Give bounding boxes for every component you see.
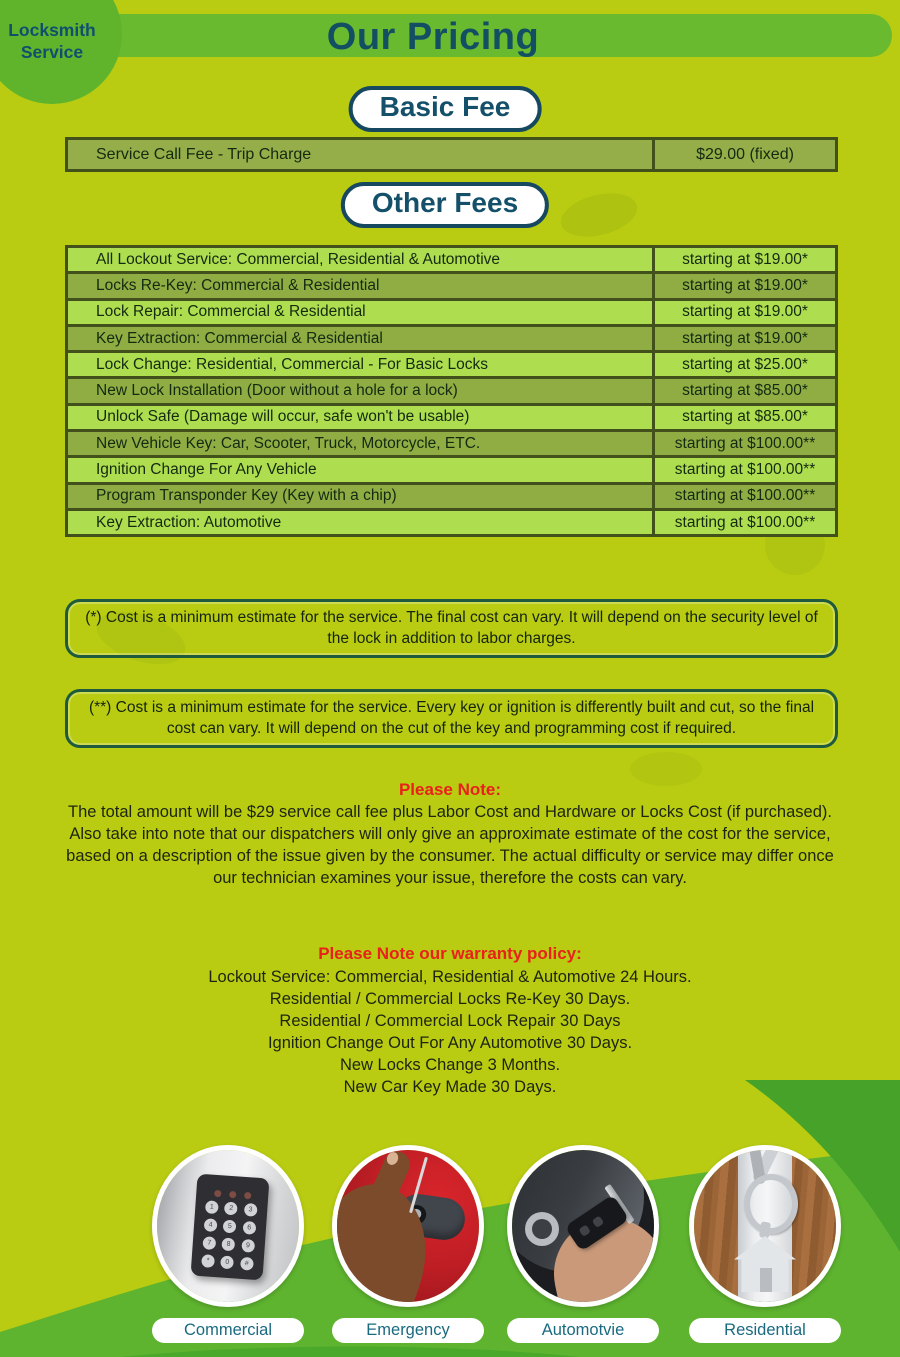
fee-price: starting at $19.00* xyxy=(652,301,835,324)
fee-row xyxy=(68,350,835,376)
fee-price: starting at $19.00* xyxy=(652,248,835,271)
house-charm-door xyxy=(760,1268,772,1292)
keypad-buttons: 1 2 3 4 5 6 7 8 9 * 0 # xyxy=(201,1200,258,1270)
fee-row xyxy=(68,298,835,324)
fee-row xyxy=(68,429,835,455)
category-card-automotive xyxy=(498,1145,668,1343)
warranty-item: New Locks Change 3 Months. xyxy=(339,1056,561,1074)
fee-price: starting at $100.00** xyxy=(652,432,835,455)
keypad-lock-illustration xyxy=(157,1150,299,1302)
please-note-heading: Please Note: xyxy=(398,780,502,799)
warranty-item: Ignition Change Out For Any Automotive 30 Days. xyxy=(267,1034,633,1052)
fee-price: starting at $85.00* xyxy=(652,379,835,402)
fee-service: Locks Re-Key: Commercial & Residential xyxy=(96,276,380,294)
logo-text xyxy=(0,19,122,63)
fee-price: $29.00 (fixed) xyxy=(652,140,835,169)
house-keychain-illustration xyxy=(694,1150,836,1302)
car-lockout-illustration xyxy=(337,1150,479,1302)
fee-row xyxy=(68,376,835,402)
fee-price: starting at $85.00* xyxy=(652,406,835,429)
category-card-commercial xyxy=(143,1145,313,1343)
fee-row xyxy=(68,455,835,481)
fee-service: Unlock Safe (Damage will occur, safe won't be usable) xyxy=(96,408,470,426)
fee-price: starting at $19.00* xyxy=(652,274,835,297)
logo-badge xyxy=(0,0,122,104)
basic-fee-table xyxy=(65,137,838,172)
other-fees-table xyxy=(65,245,838,537)
car-ignition-illustration xyxy=(512,1150,654,1302)
page-title: Our Pricing xyxy=(326,16,540,58)
category-label-residential[interactable]: Residential xyxy=(689,1318,841,1343)
fee-row xyxy=(68,482,835,508)
category-card-emergency xyxy=(323,1145,493,1343)
warranty-item: Residential / Commercial Locks Re-Key 30 Days. xyxy=(269,990,631,1008)
fee-price: starting at $100.00** xyxy=(652,485,835,508)
fee-row xyxy=(68,271,835,297)
category-label-commercial[interactable]: Commercial xyxy=(152,1318,304,1343)
warranty-item: Residential / Commercial Lock Repair 30 Days xyxy=(279,1012,621,1030)
fee-row xyxy=(68,403,835,429)
house-keychain-image xyxy=(689,1145,841,1307)
note-box-double-asterisk: (**) Cost is a minimum estimate for the service. Every key or ignition is differently built and cut, so the final cost can vary. It will depend on the cut of the key and programming cost if required. xyxy=(65,689,838,748)
background-decoration xyxy=(556,186,641,244)
fee-row xyxy=(68,324,835,350)
logo-line2: Service xyxy=(20,42,84,62)
fee-service: New Lock Installation (Door without a hole for a lock) xyxy=(96,382,458,400)
car-lockout-image xyxy=(332,1145,484,1307)
fee-row xyxy=(68,248,835,271)
fee-price: starting at $100.00** xyxy=(652,511,835,534)
fee-service: New Vehicle Key: Car, Scooter, Truck, Motorcycle, ETC. xyxy=(96,434,481,452)
fee-service: Program Transponder Key (Key with a chip) xyxy=(96,487,397,505)
note-box-asterisk: (*) Cost is a minimum estimate for the service. The final cost can vary. It will depend on the security level of the lock in addition to labor charges. xyxy=(65,599,838,658)
logo-line1: Locksmith xyxy=(8,20,96,40)
key-ring xyxy=(744,1174,798,1234)
car-ignition-key-image xyxy=(507,1145,659,1307)
keypad xyxy=(191,1174,270,1281)
warranty-heading: Please Note our warranty policy: xyxy=(318,944,582,963)
other-fees-heading-pill: Other Fees xyxy=(341,182,549,228)
fee-row xyxy=(68,508,835,534)
please-note-paragraph: The total amount will be $29 service call fee plus Labor Cost and Hardware or Locks Cost (if purchased). Also take into note that our dispatchers will only give an approximate estimate of the cost for the service, based on a description of the issue given by the consumer. The actual difficulty or service may differ once our technician examines your issue, therefore the costs can vary. xyxy=(66,803,834,887)
keypad-lock-image xyxy=(152,1145,304,1307)
warranty-item: Lockout Service: Commercial, Residential & Automotive 24 Hours. xyxy=(208,968,692,986)
category-label-automotive[interactable]: Automotvie xyxy=(507,1318,659,1343)
fee-service: Key Extraction: Automotive xyxy=(96,513,282,531)
basic-fee-heading-pill: Basic Fee xyxy=(349,86,542,132)
ignition-ring xyxy=(525,1212,559,1246)
fee-service: Service Call Fee - Trip Charge xyxy=(96,145,312,163)
warranty-list xyxy=(55,966,845,1098)
fee-price: starting at $100.00** xyxy=(652,458,835,481)
category-card-residential xyxy=(680,1145,850,1343)
fee-price: starting at $19.00* xyxy=(652,327,835,350)
warranty-item: New Car Key Made 30 Days. xyxy=(343,1078,557,1096)
fee-price: starting at $25.00* xyxy=(652,353,835,376)
fee-service: All Lockout Service: Commercial, Residential & Automotive xyxy=(96,250,501,268)
fee-service: Lock Change: Residential, Commercial - For Basic Locks xyxy=(96,355,488,373)
fee-service: Lock Repair: Commercial & Residential xyxy=(96,303,366,321)
fee-service: Ignition Change For Any Vehicle xyxy=(96,461,317,479)
category-label-emergency[interactable]: Emergency xyxy=(332,1318,484,1343)
fee-service: Key Extraction: Commercial & Residential xyxy=(96,329,383,347)
